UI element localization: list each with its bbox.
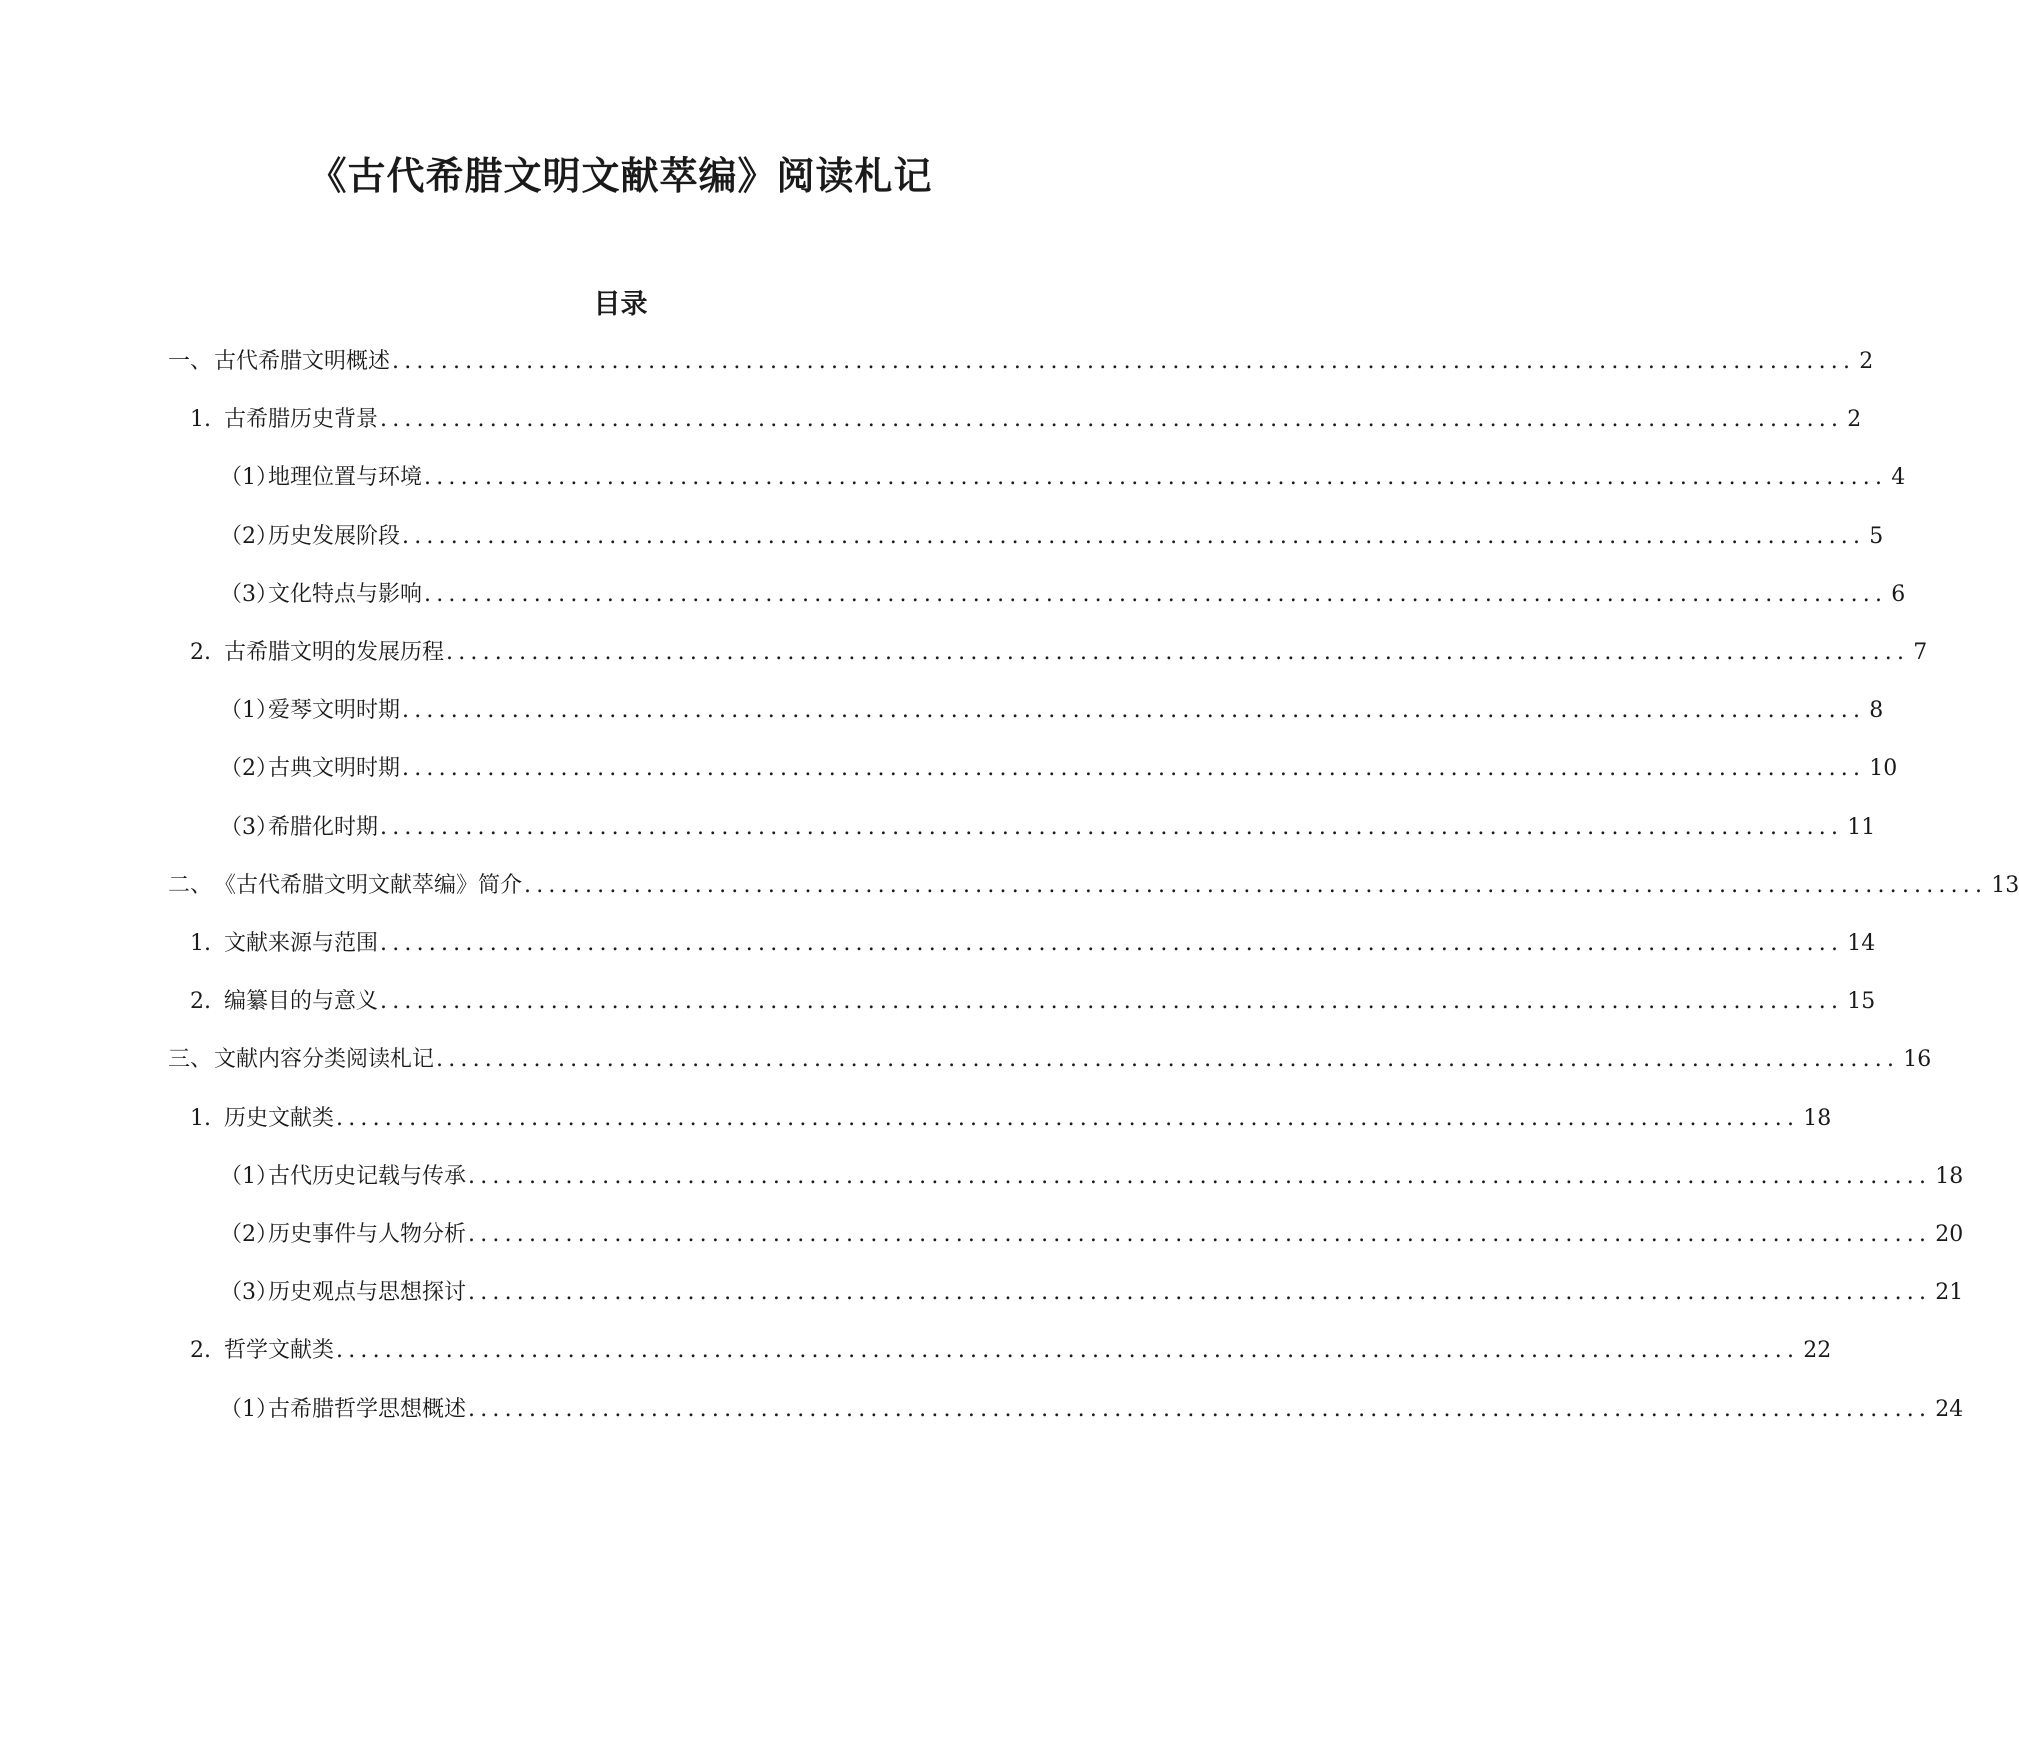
- toc-entry[interactable]: [190, 1334, 1832, 1368]
- toc-dot-leader: ........................................................................................................................: [468, 1397, 1932, 1422]
- toc-page-number: 18: [1803, 1106, 1832, 1131]
- toc-entry[interactable]: [190, 927, 1876, 961]
- toc-page-number: 7: [1913, 640, 1928, 665]
- toc-dot-leader: ........................................................................................................................: [380, 989, 1844, 1014]
- toc-entry-number: 一、: [168, 349, 213, 374]
- toc-entry-title: 地理位置与环境: [268, 465, 423, 490]
- toc-entry-title: 历史发展阶段: [268, 524, 401, 549]
- toc-entry-title: 《古代希腊文明文献萃编》简介: [214, 873, 523, 898]
- toc-dot-leader: ........................................................................................................................: [446, 640, 1910, 665]
- toc-entry[interactable]: [220, 1160, 1964, 1194]
- toc-entry[interactable]: [220, 520, 1884, 554]
- toc-page-number: 18: [1935, 1164, 1964, 1189]
- toc-page-number: 4: [1891, 465, 1906, 490]
- toc-page-number: 2: [1847, 407, 1862, 432]
- toc-entry-title: 古代希腊文明概述: [214, 349, 391, 374]
- toc-dot-leader: ........................................................................................................................: [380, 815, 1844, 840]
- toc-entry[interactable]: [168, 345, 1874, 379]
- toc-dot-leader: ........................................................................................................................: [402, 756, 1866, 781]
- toc-entry-number: 2.: [190, 640, 211, 665]
- toc-entry-title: 古希腊历史背景: [224, 407, 379, 432]
- toc-entry-number: 2.: [190, 1338, 211, 1363]
- toc-dot-leader: ........................................................................................................................: [468, 1280, 1932, 1305]
- toc-page-number: 2: [1859, 349, 1874, 374]
- toc-page-number: 22: [1803, 1338, 1832, 1363]
- toc-page-number: 20: [1935, 1222, 1964, 1247]
- document-title: 《古代希腊文明文献萃编》阅读札记: [308, 153, 933, 198]
- toc-entry-number: 1.: [190, 407, 211, 432]
- toc-entry-number: （1）: [220, 698, 278, 723]
- toc-entry[interactable]: [190, 403, 1862, 437]
- toc-page-number: 5: [1869, 524, 1884, 549]
- toc-entry-title: 历史文献类: [224, 1106, 335, 1131]
- toc-entry[interactable]: [220, 461, 1906, 495]
- toc-entry-title: 爱琴文明时期: [268, 698, 401, 723]
- toc-dot-leader: ........................................................................................................................: [336, 1338, 1800, 1363]
- toc-entry-number: 2.: [190, 989, 211, 1014]
- toc-entry-number: 二、: [168, 873, 213, 898]
- toc-dot-leader: ........................................................................................................................: [402, 698, 1866, 723]
- toc-entry[interactable]: [220, 811, 1876, 845]
- toc-page-number: 16: [1903, 1047, 1932, 1072]
- toc-entry[interactable]: [220, 1276, 1964, 1310]
- toc-dot-leader: ........................................................................................................................: [336, 1106, 1800, 1131]
- toc-entry-title: 希腊化时期: [268, 815, 379, 840]
- toc-page-number: 6: [1891, 582, 1906, 607]
- toc-page-number: 21: [1935, 1280, 1964, 1305]
- toc-entry-title: 古希腊哲学思想概述: [268, 1397, 467, 1422]
- toc-entry[interactable]: [190, 1102, 1832, 1136]
- toc-entry-title: 古典文明时期: [268, 756, 401, 781]
- toc-dot-leader: ........................................................................................................................: [524, 873, 1988, 898]
- toc-entry[interactable]: [168, 1043, 1932, 1077]
- toc-entry-number: （2）: [220, 1222, 278, 1247]
- toc-dot-leader: ........................................................................................................................: [380, 407, 1844, 432]
- toc-entry-title: 文化特点与影响: [268, 582, 423, 607]
- toc-page-number: 24: [1935, 1397, 1964, 1422]
- toc-entry[interactable]: [220, 1218, 1964, 1252]
- toc-entry[interactable]: [220, 1393, 1964, 1427]
- toc-dot-leader: ........................................................................................................................: [392, 349, 1856, 374]
- toc-entry-number: （2）: [220, 756, 278, 781]
- toc-entry[interactable]: [220, 694, 1884, 728]
- toc-page-number: 10: [1869, 756, 1898, 781]
- toc-page-number: 13: [1991, 873, 2019, 898]
- toc-entry-number: （1）: [220, 1164, 278, 1189]
- toc-dot-leader: ........................................................................................................................: [402, 524, 1866, 549]
- toc-entry[interactable]: [220, 578, 1906, 612]
- toc-entry-number: 1.: [190, 1106, 211, 1131]
- toc-dot-leader: ........................................................................................................................: [424, 582, 1888, 607]
- toc-page-number: 14: [1847, 931, 1876, 956]
- toc-dot-leader: ........................................................................................................................: [436, 1047, 1900, 1072]
- toc-entry[interactable]: [190, 985, 1876, 1019]
- toc-page-number: 8: [1869, 698, 1884, 723]
- toc-entry-number: （3）: [220, 1280, 278, 1305]
- toc-entry-number: （3）: [220, 815, 278, 840]
- toc-entry-number: 1.: [190, 931, 211, 956]
- toc-dot-leader: ........................................................................................................................: [468, 1164, 1932, 1189]
- toc-entry-title: 文献内容分类阅读札记: [214, 1047, 435, 1072]
- toc-page-number: 11: [1847, 815, 1876, 840]
- toc-entry[interactable]: [168, 869, 2019, 903]
- toc-dot-leader: ........................................................................................................................: [424, 465, 1888, 490]
- toc-entry[interactable]: [190, 636, 1928, 670]
- toc-page-number: 15: [1847, 989, 1876, 1014]
- toc-entry-title: 哲学文献类: [224, 1338, 335, 1363]
- toc-dot-leader: ........................................................................................................................: [468, 1222, 1932, 1247]
- toc-entry-number: （3）: [220, 582, 278, 607]
- toc-entry-title: 历史观点与思想探讨: [268, 1280, 467, 1305]
- toc-entry-title: 古代历史记载与传承: [268, 1164, 467, 1189]
- toc-entry-title: 历史事件与人物分析: [268, 1222, 467, 1247]
- toc-entry-title: 古希腊文明的发展历程: [224, 640, 445, 665]
- toc-entry-title: 编纂目的与意义: [224, 989, 379, 1014]
- toc-entry[interactable]: [220, 752, 1898, 786]
- toc-entry-number: （1）: [220, 1397, 278, 1422]
- toc-dot-leader: ........................................................................................................................: [380, 931, 1844, 956]
- toc-entry-number: （2）: [220, 524, 278, 549]
- toc-heading: 目录: [593, 289, 648, 320]
- toc-entry-number: （1）: [220, 465, 278, 490]
- toc-entry-title: 文献来源与范围: [224, 931, 379, 956]
- toc-entry-number: 三、: [168, 1047, 213, 1072]
